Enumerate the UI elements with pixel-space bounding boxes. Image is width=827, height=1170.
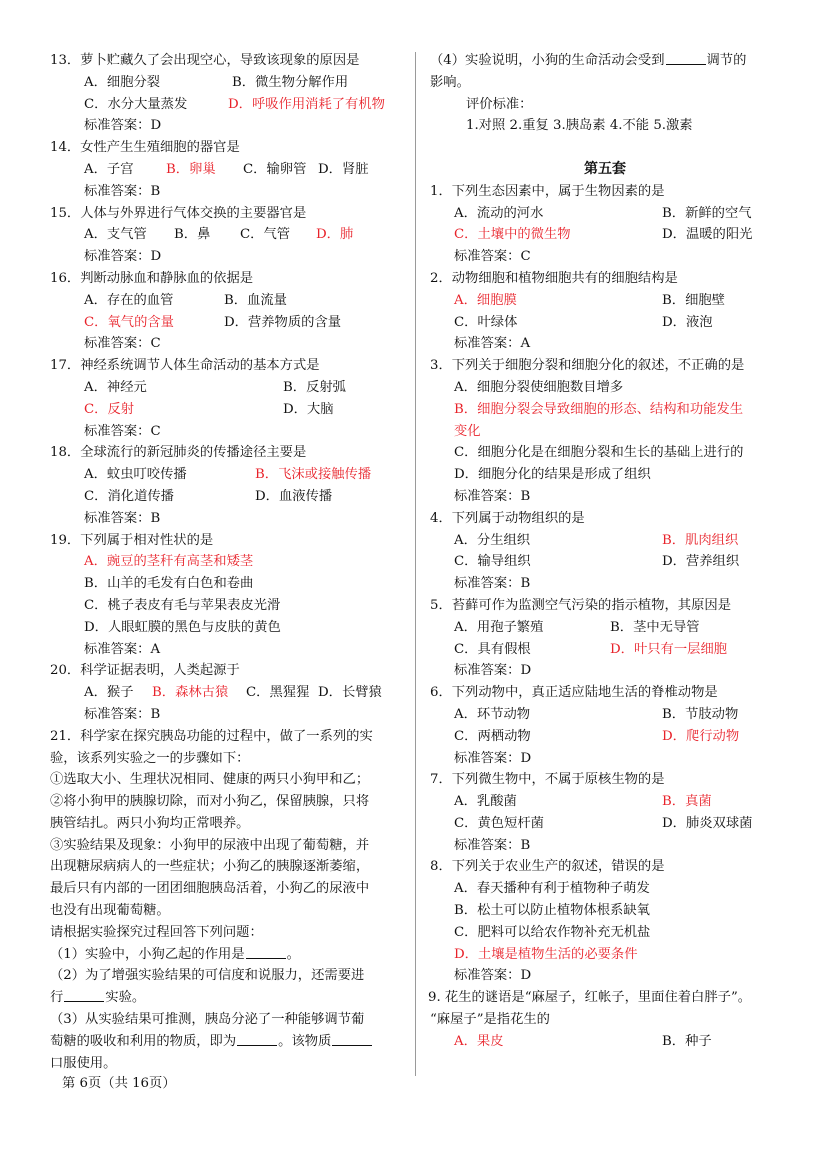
- page-footer: 第 6页（共 16页）: [62, 1076, 176, 1091]
- r-q9-options-row1: [430, 1031, 780, 1053]
- q15-option-c: C．气管: [240, 227, 291, 243]
- q17-option-c: C．反射: [84, 401, 135, 417]
- r-q6-option-b: B．节肢动物: [662, 706, 739, 722]
- q18-stem: 18．全球流行的新冠肺炎的传播途径主要是: [50, 445, 307, 461]
- q13-options-row1: [50, 72, 408, 94]
- q17-options-row1: [50, 377, 408, 399]
- r-q2-option-c: C．叶绿体: [454, 314, 518, 330]
- q21-line: 验，该系列实验之一的步骤如下：: [50, 750, 250, 766]
- q18-option-c: C．消化道传播: [84, 488, 174, 504]
- q21-part3-text: 萄糖的吸收和利用的物质，即为: [50, 1033, 237, 1049]
- q13-options-row2: [50, 94, 408, 116]
- r-q3-stem: 3．下列关于细胞分裂和细胞分化的叙述，不正确的是: [430, 358, 745, 374]
- r-q8-option-c: C．肥料可以给农作物补充无机盐: [454, 924, 651, 940]
- r-q7-option-b: B．真菌: [662, 794, 712, 810]
- answer-blank[interactable]: [332, 1031, 372, 1046]
- q16-stem: 16．判断动脉血和静脉血的依据是: [50, 270, 254, 286]
- r-q2-options-row1: [430, 290, 780, 312]
- r-q5-stem: 5．苔藓可作为监测空气污染的指示植物，其原因是: [430, 597, 731, 613]
- q20-stem: 20．科学证据表明，人类起源于: [50, 663, 240, 679]
- r-q6-option-a: A．环节动物: [454, 706, 531, 722]
- r-q1-option-b: B．新鲜的空气: [662, 205, 752, 221]
- q18-answer: 标准答案：B: [84, 510, 161, 526]
- r-q7-options-row2: [430, 813, 780, 835]
- answer-blank[interactable]: [237, 1031, 277, 1046]
- q16-option-b: B．血流量: [224, 292, 287, 308]
- q13-answer: 标准答案：D: [84, 118, 162, 134]
- q21-part2-line1: （2）为了增强实验结果的可信度和说服力，还需要进: [50, 968, 365, 984]
- q17-options-row2: [50, 399, 408, 421]
- q21-line: 21．科学家在探究胰岛功能的过程中，做了一系列的实: [50, 728, 373, 744]
- r-q1-answer: 标准答案：C: [454, 249, 531, 265]
- r-q1-options-row1: [430, 203, 780, 225]
- r-q3-option-b-line2: 变化: [454, 423, 481, 439]
- answer-blank[interactable]: [64, 987, 104, 1002]
- r-q2-option-a: A．细胞膜: [454, 292, 517, 308]
- q21-part4-text: （4）实验说明，小狗的生命活动会受到: [430, 53, 665, 68]
- q14-option-b: B．卵巢: [166, 161, 216, 177]
- q13-option-b: B．微生物分解作用: [232, 74, 349, 90]
- r-q4-option-c: C．输导组织: [454, 554, 531, 570]
- q18-options-row2: [50, 486, 408, 508]
- r-q3-answer: 标准答案：B: [454, 488, 531, 504]
- q14-options-row: [50, 159, 408, 181]
- q18-options-row1: [50, 464, 408, 486]
- q21-line: 请根据实验探究过程回答下列问题：: [50, 924, 263, 940]
- criteria-label: 评价标准：: [466, 96, 533, 112]
- q15-options-row: [50, 224, 408, 246]
- q16-options-row2: [50, 312, 408, 334]
- q17-option-d: D．大脑: [283, 401, 334, 417]
- r-q9-option-b: B．种子: [662, 1033, 712, 1049]
- left-column: [50, 50, 408, 1074]
- r-q1-options-row2: [430, 224, 780, 246]
- r-q2-stem: 2．动物细胞和植物细胞共有的细胞结构是: [430, 270, 678, 286]
- q13-option-c: C．水分大量蒸发: [84, 96, 188, 112]
- q13-option-d: D．呼吸作用消耗了有机物: [228, 96, 385, 112]
- r-q2-option-d: D．液泡: [662, 314, 713, 330]
- q19-option-a: A．豌豆的茎秆有高茎和矮茎: [84, 554, 254, 570]
- q20-option-b: B．森林古猿: [152, 685, 229, 701]
- q21-part1-text: （1）实验中，小狗乙起的作用是: [50, 946, 245, 962]
- r-q5-options-row1: [430, 617, 780, 639]
- r-q3-option-d: D．细胞分化的结果是形成了组织: [454, 467, 651, 483]
- r-q3-option-c: C．细胞分化是在细胞分裂和生长的基础上进行的: [454, 445, 744, 461]
- column-divider: [415, 52, 416, 1076]
- r-q4-option-a: A．分生组织: [454, 532, 531, 548]
- q18-option-a: A．蚊虫叮咬传播: [84, 467, 187, 483]
- answer-blank[interactable]: [666, 50, 706, 65]
- q21-part2-text: 行: [50, 990, 64, 1006]
- spacer: [430, 137, 780, 159]
- r-q6-option-c: C．两栖动物: [454, 728, 531, 744]
- q19-stem: 19．下列属于相对性状的是: [50, 532, 214, 548]
- q18-option-b: B．飞沫或接触传播: [255, 467, 372, 483]
- r-q7-option-a: A．乳酸菌: [454, 794, 517, 810]
- r-q1-stem: 1．下列生态因素中，属于生物因素的是: [430, 183, 665, 199]
- q17-answer: 标准答案：C: [84, 423, 161, 439]
- q14-stem: 14．女性产生生殖细胞的器官是: [50, 140, 240, 156]
- r-q4-options-row2: [430, 551, 780, 573]
- q19-option-c: C．桃子表皮有毛与苹果表皮光滑: [84, 597, 281, 613]
- q15-option-b: B．鼻: [174, 227, 211, 243]
- q13-option-a: A．细胞分裂: [84, 74, 161, 90]
- q21-part3-line3: 口服使用。: [50, 1055, 117, 1071]
- r-q5-option-b: B．茎中无导管: [610, 619, 700, 635]
- q20-option-a: A．猴子: [84, 685, 134, 701]
- r-q6-options-row2: [430, 726, 780, 748]
- q20-option-c: C．黑猩猩: [246, 685, 310, 701]
- q21-part2-line2: [50, 987, 408, 1009]
- r-q2-answer: 标准答案：A: [454, 336, 531, 352]
- r-q7-option-c: C．黄色短杆菌: [454, 815, 544, 831]
- r-q3-option-a: A．细胞分裂使细胞数目增多: [454, 379, 624, 395]
- q21-line: ②将小狗甲的胰腺切除，而对小狗乙，保留胰腺，只将: [50, 794, 370, 810]
- q19-answer: 标准答案：A: [84, 641, 161, 657]
- q21-line: ①选取大小、生理状况相同、健康的两只小狗甲和乙；: [50, 772, 370, 788]
- q13-stem: 13．萝卜贮藏久了会出现空心，导致该现象的原因是: [50, 53, 360, 68]
- q16-answer: 标准答案：C: [84, 336, 161, 352]
- criteria-text: 1.对照 2.重复 3.胰岛素 4.不能 5.激素: [466, 118, 693, 134]
- r-q9-option-a: A．果皮: [454, 1033, 504, 1049]
- r-q5-option-a: A．用孢子繁殖: [454, 619, 544, 635]
- r-q9-stem-line2: “麻屋子”是指花生的: [430, 1012, 550, 1028]
- q17-option-b: B．反射弧: [283, 379, 346, 395]
- r-q5-answer: 标准答案：D: [454, 663, 532, 679]
- r-q8-stem: 8．下列关于农业生产的叙述，错误的是: [430, 859, 665, 875]
- r-q4-options-row1: [430, 530, 780, 552]
- q21-part4-end: 调节的: [706, 53, 747, 68]
- q14-option-c: C．输卵管: [243, 161, 307, 177]
- q21-line: 最后只有内部的一团团细胞胰岛活着，小狗乙的尿液中: [50, 881, 370, 897]
- section-title: 第五套: [584, 160, 626, 177]
- r-q1-option-d: D．温暖的阳光: [662, 227, 753, 243]
- q21-part4-line1: [430, 50, 780, 72]
- r-q6-option-d: D．爬行动物: [662, 728, 740, 744]
- q14-option-a: A．子宫: [84, 161, 134, 177]
- q21-line: 也没有出现葡萄糖。: [50, 903, 170, 919]
- q17-option-a: A．神经元: [84, 379, 147, 395]
- r-q8-answer: 标准答案：D: [454, 968, 532, 984]
- q15-answer: 标准答案：D: [84, 249, 162, 265]
- r-q6-options-row1: [430, 704, 780, 726]
- q21-line: 出现糖尿病病人的一些症状；小狗乙的胰腺逐渐萎缩，: [50, 859, 370, 875]
- r-q6-stem: 6．下列动物中，真正适应陆地生活的脊椎动物是: [430, 685, 718, 701]
- r-q1-option-c: C．土壤中的微生物: [454, 227, 571, 243]
- r-q3-option-b-line1: B．细胞分裂会导致细胞的形态、结构和功能发生: [454, 401, 744, 417]
- q16-option-a: A．存在的血管: [84, 292, 174, 308]
- q19-option-b: B．山羊的毛发有白色和卷曲: [84, 576, 254, 592]
- r-q9-stem-line1: 9. 花生的谜语是“麻屋子，红帐子，里面住着白胖子”。: [428, 990, 752, 1006]
- q21-part3-mid: 。该物质: [278, 1033, 332, 1049]
- q20-options-row: [50, 682, 408, 704]
- q21-part1: [50, 944, 408, 966]
- q16-options-row1: [50, 290, 408, 312]
- r-q4-stem: 4．下列属于动物组织的是: [430, 510, 585, 526]
- r-q2-option-b: B．细胞壁: [662, 292, 725, 308]
- r-q6-answer: 标准答案：D: [454, 750, 532, 766]
- q16-option-d: D．营养物质的含量: [224, 314, 342, 330]
- q21-part4-line2: 影响。: [430, 74, 470, 90]
- q20-option-d: D．长臂猿: [318, 685, 382, 701]
- r-q7-answer: 标准答案：B: [454, 837, 531, 853]
- q20-answer: 标准答案：B: [84, 706, 161, 722]
- r-q4-option-d: D．营养组织: [662, 554, 740, 570]
- q21-line: ③实验结果及现象：小狗甲的尿液中出现了葡萄糖，并: [50, 837, 370, 853]
- r-q5-option-d: D．叶只有一层细胞: [610, 641, 728, 657]
- q21-part2-end: 实验。: [105, 990, 146, 1006]
- r-q8-option-a: A．春天播种有利于植物种子萌发: [454, 881, 650, 897]
- answer-blank[interactable]: [246, 944, 286, 959]
- r-q7-options-row1: [430, 791, 780, 813]
- q21-part1-end: 。: [286, 946, 300, 962]
- q18-option-d: D．血液传播: [255, 488, 333, 504]
- q17-stem: 17．神经系统调节人体生命活动的基本方式是: [50, 358, 320, 374]
- q14-answer: 标准答案：B: [84, 183, 161, 199]
- q15-option-a: A．支气管: [84, 227, 147, 243]
- r-q1-option-a: A．流动的河水: [454, 205, 544, 221]
- q19-option-d: D．人眼虹膜的黑色与皮肤的黄色: [84, 619, 281, 635]
- q21-line: 胰管结扎。两只小狗均正常喂养。: [50, 815, 250, 831]
- q16-option-c: C．氧气的含量: [84, 314, 174, 330]
- q15-stem: 15．人体与外界进行气体交换的主要器官是: [50, 205, 307, 221]
- r-q2-options-row2: [430, 312, 780, 334]
- q21-part3-line1: （3）从实验结果可推测，胰岛分泌了一种能够调节葡: [50, 1012, 365, 1028]
- q14-option-d: D．肾脏: [318, 161, 369, 177]
- r-q7-option-d: D．肺炎双球菌: [662, 815, 753, 831]
- q15-option-d: D．肺: [316, 227, 354, 243]
- r-q8-option-b: B．松土可以防止植物体根系缺氧: [454, 903, 650, 919]
- r-q8-option-d: D．土壤是植物生活的必要条件: [454, 946, 638, 962]
- r-q5-option-c: C．具有假根: [454, 641, 531, 657]
- r-q7-stem: 7．下列微生物中，不属于原核生物的是: [430, 772, 665, 788]
- r-q5-options-row2: [430, 639, 780, 661]
- r-q4-answer: 标准答案：B: [454, 576, 531, 592]
- r-q4-option-b: B．肌肉组织: [662, 532, 739, 548]
- right-column: [430, 50, 780, 1053]
- q21-part3-line2: [50, 1031, 408, 1053]
